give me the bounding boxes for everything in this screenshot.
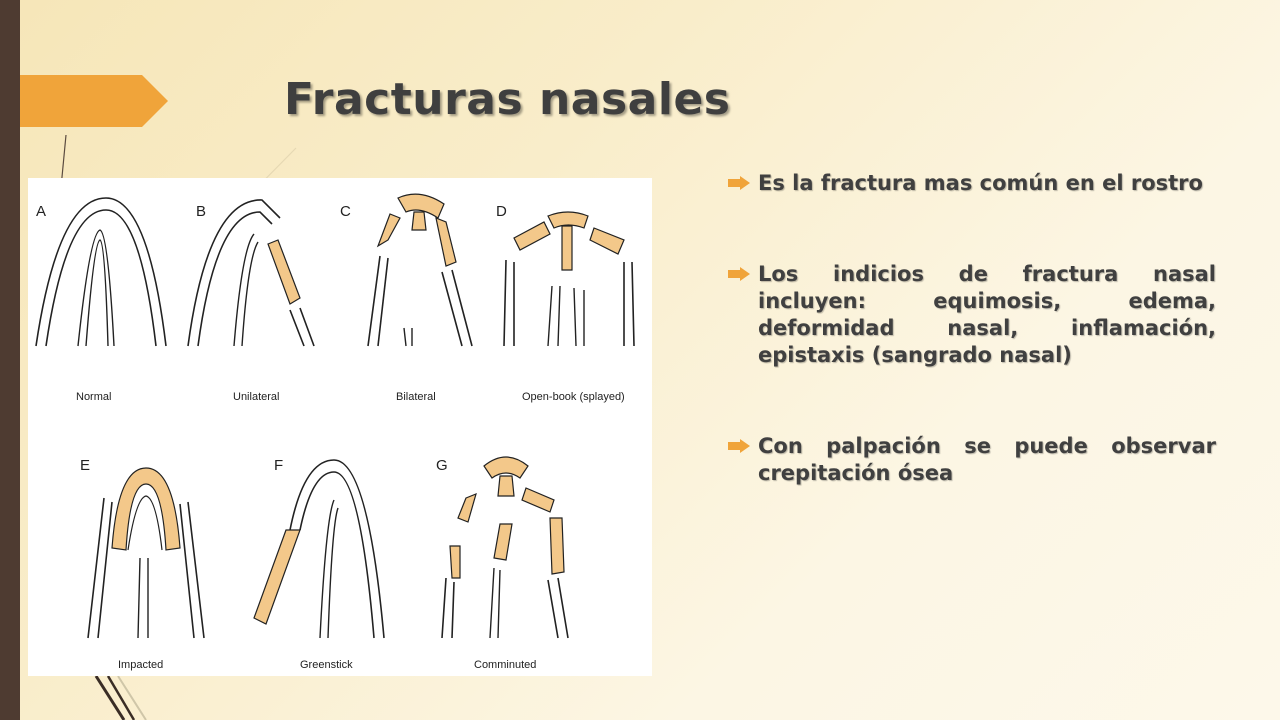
slide-title: Fracturas nasales [284, 74, 731, 125]
panel-open-book [496, 203, 634, 403]
bullet-text: Es la fractura mas común en el rostro [758, 171, 1203, 195]
panel-comminuted [436, 457, 568, 671]
panel-greenstick [254, 457, 384, 671]
panel-impacted [80, 457, 204, 671]
bullet-item [728, 170, 1216, 197]
panel-label: Bilateral [396, 391, 436, 403]
bullet-item [728, 261, 1216, 369]
title-accent-tab [20, 75, 168, 127]
arrow-bullet-icon [728, 439, 750, 453]
panel-label: Normal [76, 391, 112, 403]
bullet-list [728, 170, 1216, 487]
panel-label: Unilateral [233, 391, 280, 403]
panel-label: Impacted [118, 659, 164, 671]
nasal-fracture-figure [28, 178, 652, 676]
panel-letter: C [340, 203, 351, 220]
arrow-bullet-icon [728, 176, 750, 190]
panel-letter: B [196, 203, 207, 220]
bullet-item [728, 433, 1216, 487]
panel-letter: G [436, 457, 448, 474]
panel-bilateral [340, 194, 472, 403]
bullet-text: Con palpación se puede observar crepitación ósea [758, 434, 1216, 485]
panel-unilateral [188, 200, 314, 403]
panel-label: Open-book (splayed) [522, 391, 625, 403]
panel-label: Comminuted [474, 659, 537, 671]
bullet-text: Los indicios de fractura nasal incluyen: equimosis, edema, deformidad nasal, inflamación, epistaxis (sangrado nasal) [758, 262, 1216, 367]
panel-letter: F [274, 457, 284, 474]
panel-normal [36, 198, 166, 403]
panel-letter: A [36, 203, 47, 220]
panel-label: Greenstick [300, 659, 353, 671]
panel-letter: D [496, 203, 507, 220]
arrow-bullet-icon [728, 267, 750, 281]
panel-letter: E [80, 457, 91, 474]
